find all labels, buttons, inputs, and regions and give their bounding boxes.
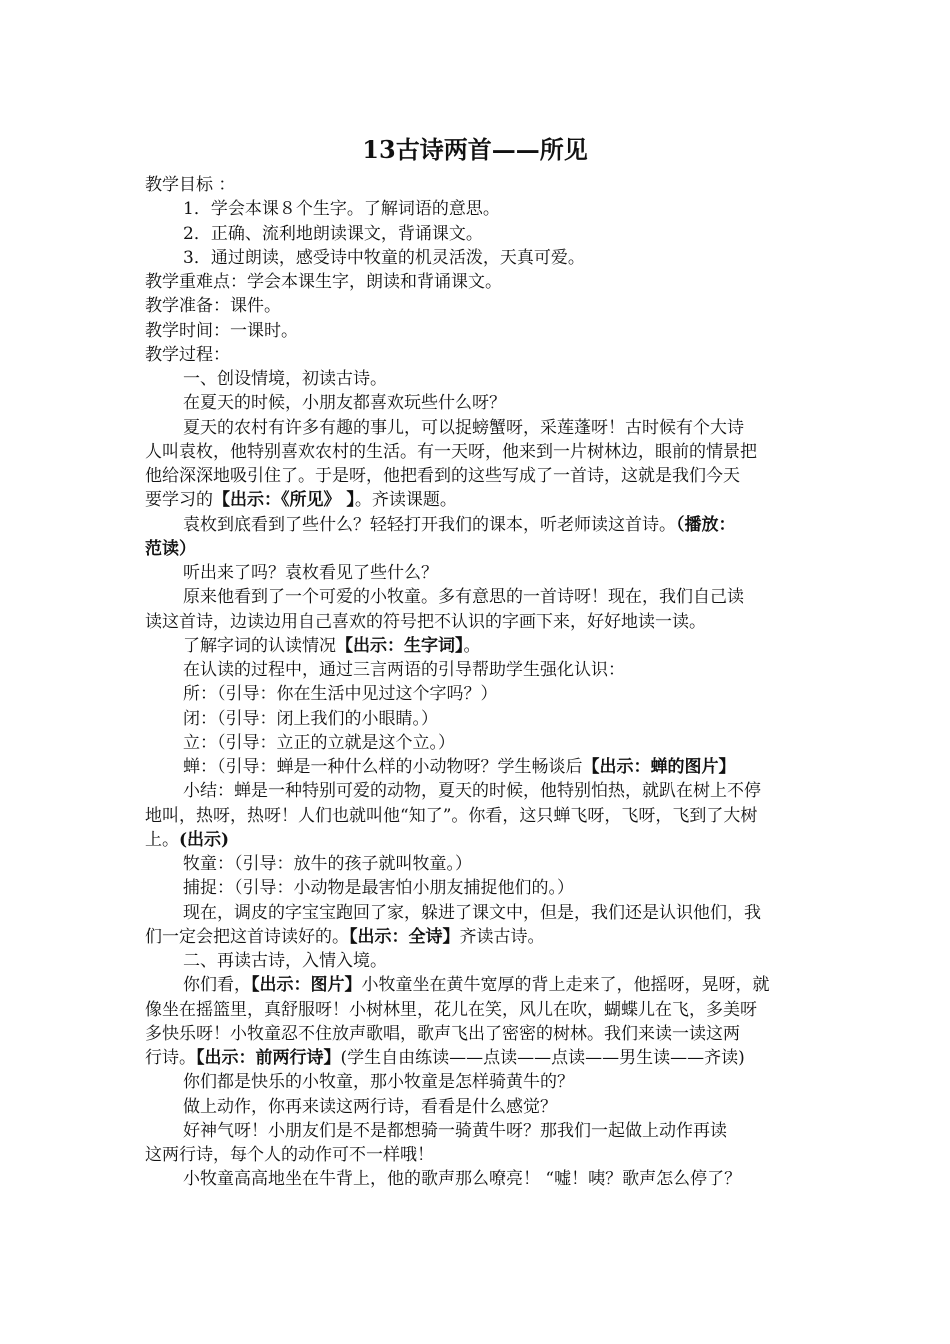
text-line xyxy=(145,537,196,561)
text-run: 听出来了吗？袁枚看见了些什么？ xyxy=(183,563,438,583)
text-line xyxy=(145,464,740,488)
text-run: 蝉：（引导：蝉是一种什么样的小动物呀？学生畅谈后 xyxy=(183,757,583,777)
text-run: 你们都是快乐的小牧童，那小牧童是怎样骑黄牛的？ xyxy=(183,1072,574,1093)
text-line xyxy=(183,1167,741,1191)
text-line xyxy=(145,1143,434,1167)
text-run: 人叫袁枚，他特别喜欢农村的生活。有一天呀，他来到一片树林边，眼前的情景把 xyxy=(145,441,757,462)
text-run: 教学准备：课件。 xyxy=(145,296,281,317)
bold-text: 【出示：生字词】 xyxy=(336,635,464,656)
text-run: 3．通过朗读，感受诗中牧童的机灵活泼，天真可爱。 xyxy=(183,247,585,268)
text-run: 2．正确、流利地朗读课文，背诵课文。 xyxy=(183,223,483,244)
text-line xyxy=(183,779,761,803)
bold-text: 【出示：全诗】 xyxy=(349,926,460,947)
text-line xyxy=(145,1046,745,1070)
text-run: 上。 xyxy=(145,829,179,850)
text-run: 。 xyxy=(463,635,481,656)
text-line xyxy=(145,440,757,464)
text-line xyxy=(183,658,625,682)
text-run: 所：（引导：你在生活中见过这个字吗？） xyxy=(183,684,498,705)
bold-text: 范读） xyxy=(145,538,196,559)
text-line xyxy=(145,610,706,634)
text-run: 你们看， xyxy=(183,975,251,996)
text-run: 教学时间：一课时。 xyxy=(145,320,298,341)
text-line xyxy=(183,513,736,537)
text-run: 做上动作，你再来读这两行诗，看看是什么感觉？ xyxy=(183,1096,557,1117)
text-run: 要学习的 xyxy=(145,490,213,511)
text-run: 原来他看到了一个可爱的小牧童。多有意思的一首诗呀！现在，我们自己读 xyxy=(183,587,744,608)
text-run: 像坐在摇篮里，真舒服呀！小树林里，花儿在笑，风儿在吹，蝴蝶儿在飞，多美呀 xyxy=(145,999,757,1020)
text-line xyxy=(145,488,457,512)
text-line xyxy=(183,561,438,585)
text-run: 了解字词的认读情况 xyxy=(183,635,336,656)
text-line xyxy=(183,755,736,779)
text-line xyxy=(145,173,235,197)
bold-text: 【出示：蝉的图片】 xyxy=(582,757,736,777)
document-title: 13古诗两首——所见 xyxy=(362,135,588,164)
text-line xyxy=(183,246,585,270)
text-line xyxy=(183,197,500,221)
text-line xyxy=(183,949,387,973)
text-run: 们一定会把这首诗读好的。 xyxy=(145,926,349,947)
text-run: 齐读古诗。 xyxy=(459,926,545,947)
text-line xyxy=(183,222,483,246)
text-line xyxy=(183,852,472,876)
text-run: 他给深深地吸引住了。于是呀，他把看到的这些写成了一首诗，这就是我们今天 xyxy=(145,466,740,486)
text-run: (学生自由练读——点读——点读——男生读——齐读) xyxy=(340,1048,745,1068)
bold-text: 【出示：前两行诗】 xyxy=(196,1048,341,1068)
text-line xyxy=(145,294,281,318)
text-run: 在夏天的时候，小朋友都喜欢玩些什么呀？ xyxy=(183,393,506,414)
text-run: 好神气呀！小朋友们是不是都想骑一骑黄牛呀？那我们一起做上动作再读 xyxy=(183,1120,727,1141)
text-run: 地叫，热呀，热呀！人们也就叫他“知了”。你看，这只蝉飞呀，飞呀，飞到了大树 xyxy=(145,805,758,826)
bold-text: （播放： xyxy=(676,514,736,535)
text-run: 闭：（引导：闭上我们的小眼睛。） xyxy=(183,708,438,729)
text-line xyxy=(183,973,770,997)
text-run: 立：（引导：立正的立就是这个立。） xyxy=(183,732,455,753)
text-line xyxy=(145,998,757,1022)
text-run: 小牧童高高地坐在牛背上，他的歌声那么嘹亮！ “嘘！咦？歌声怎么停了？ xyxy=(183,1169,742,1190)
text-line xyxy=(183,1119,727,1143)
text-line xyxy=(183,367,387,391)
text-run: 在认读的过程中，通过三言两语的引导帮助学生强化认识： xyxy=(183,660,625,680)
text-line xyxy=(183,585,744,609)
text-run: 牧童：（引导：放牛的孩子就叫牧童。） xyxy=(183,854,472,874)
text-run: 多快乐呀！小牧童忍不住放声歌唱，歌声飞出了密密的树林。我们来读一读这两 xyxy=(145,1023,740,1044)
text-run: 1．学会本课８个生字。了解词语的意思。 xyxy=(183,199,500,220)
text-line xyxy=(145,804,757,828)
text-run: 读这首诗，边读边用自己喜欢的符号把不认识的字画下来，好好地读一读。 xyxy=(145,611,706,632)
text-run: 夏天的农村有许多有趣的事儿，可以捉螃蟹呀，采莲蓬呀！古时候有个大诗 xyxy=(183,417,744,438)
text-run: 现在，调皮的字宝宝跑回了家，躲进了课文中，但是，我们还是认识他们，我 xyxy=(183,902,761,923)
text-line xyxy=(183,634,481,658)
text-line xyxy=(183,416,744,440)
text-run: 行诗。 xyxy=(145,1048,196,1068)
text-line xyxy=(145,828,229,852)
text-line xyxy=(145,319,298,343)
text-line xyxy=(183,1070,574,1094)
text-line xyxy=(183,682,498,706)
text-run: 教学重难点：学会本课生字，朗读和背诵课文。 xyxy=(145,272,502,292)
text-run: 一、创设情境，初读古诗。 xyxy=(183,369,387,389)
text-run: 教学过程： xyxy=(145,344,230,365)
text-line xyxy=(145,270,502,294)
text-line xyxy=(145,1022,740,1046)
text-run: 小结：蝉是一种特别可爱的动物，夏天的时候，他特别怕热，就趴在树上不停 xyxy=(183,781,761,802)
text-line xyxy=(183,1095,557,1119)
text-line xyxy=(183,731,455,755)
text-run: 袁枚到底看到了些什么？轻轻打开我们的课本，听老师读这首诗。 xyxy=(183,514,676,535)
text-line xyxy=(145,343,230,367)
bold-text: 【出示：《所见》 】 xyxy=(213,490,355,511)
text-line xyxy=(183,901,761,925)
text-run: 。齐读课题。 xyxy=(354,490,457,511)
text-line xyxy=(183,876,574,900)
text-line xyxy=(145,925,545,949)
text-run: 教学目标 ： xyxy=(145,175,236,195)
text-line xyxy=(183,391,506,415)
bold-text: (出示) xyxy=(179,829,230,850)
text-run: 小牧童坐在黄牛宽厚的背上走来了，他摇呀，晃呀，就 xyxy=(361,975,770,996)
bold-text: 【出示：图片】 xyxy=(251,975,362,996)
text-line xyxy=(183,707,438,731)
text-run: 二、再读古诗，入情入境。 xyxy=(183,951,387,971)
text-run: 捕捉：（引导：小动物是最害怕小朋友捕捉他们的。） xyxy=(183,878,574,899)
text-run: 这两行诗，每个人的动作可不一样哦！ xyxy=(145,1145,434,1165)
